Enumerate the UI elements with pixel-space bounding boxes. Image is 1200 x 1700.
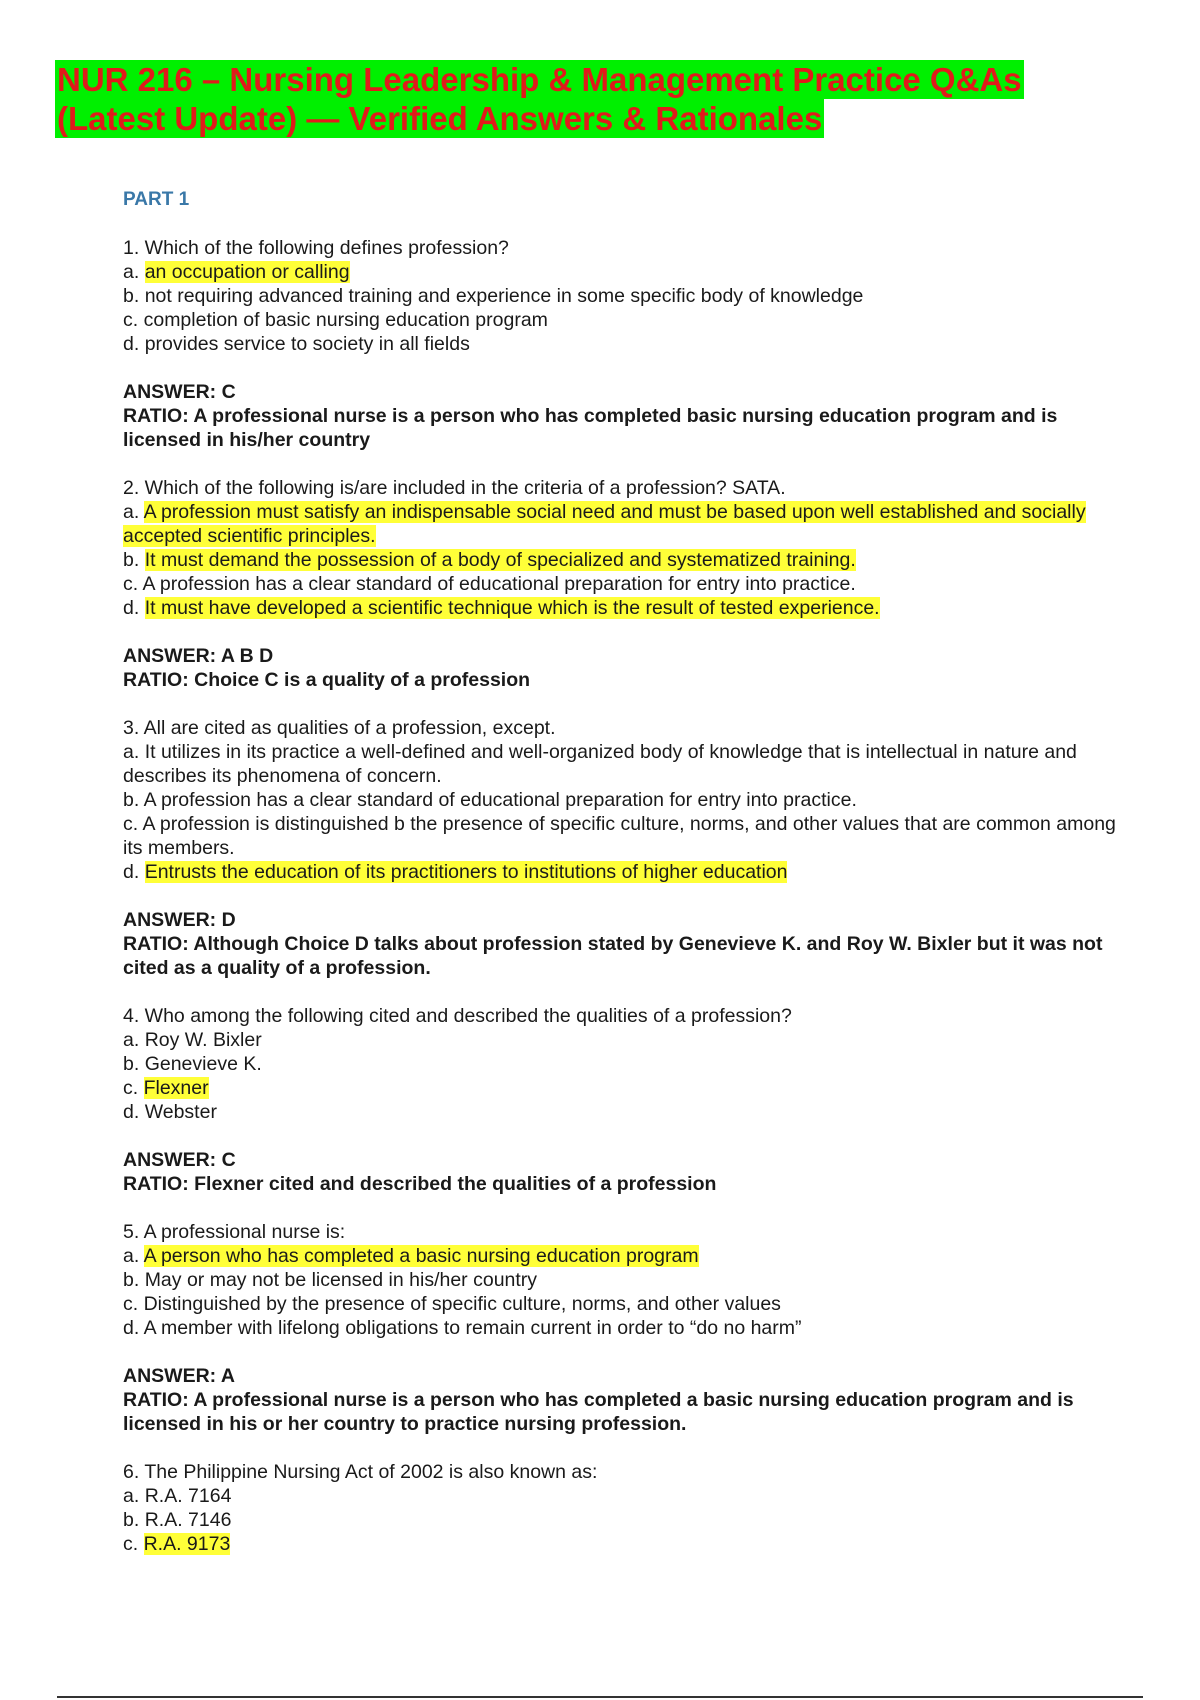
option-letter: b. (123, 1053, 140, 1075)
option-text: A profession is distinguished b the presence of specific culture, norms, and other values that are common among its members. (123, 813, 1116, 859)
option-letter: c. (123, 573, 139, 595)
options-list (123, 1244, 1123, 1340)
option-text: Roy W. Bixler (144, 1029, 262, 1051)
title-line-1: NUR 216 – Nursing Leadership & Management Practice Q&As (57, 61, 1022, 98)
question-text: 6. The Philippine Nursing Act of 2002 is also known as: (123, 1461, 598, 1483)
rationale: RATIO: Flexner cited and described the qualities of a profession (123, 1173, 717, 1195)
answer-block (123, 1148, 1123, 1196)
option-text: A profession has a clear standard of educational preparation for entry into practice. (143, 789, 857, 811)
option-letter: c. (123, 1077, 139, 1099)
option-letter: d. (123, 1101, 140, 1123)
answer-option (123, 1268, 1123, 1292)
option-text: Genevieve K. (144, 1053, 262, 1075)
answer-option (123, 1484, 1123, 1508)
question-text: 4. Who among the following cited and described the qualities of a profession? (123, 1005, 792, 1027)
option-text-correct: an occupation or calling (144, 261, 350, 283)
option-text-correct: A profession must satisfy an indispensable social need and must be based upon well established and socially accepted scientific principles. (123, 501, 1086, 547)
option-letter: d. (123, 333, 140, 355)
option-letter: a. (123, 501, 140, 523)
option-letter: b. (123, 549, 140, 571)
page-title (55, 60, 1095, 138)
option-letter: d. (123, 597, 140, 619)
option-letter: b. (123, 1509, 140, 1531)
answer-option (123, 500, 1123, 548)
option-text: R.A. 7164 (144, 1485, 232, 1507)
answer-option (123, 572, 1123, 596)
option-letter: b. (123, 285, 140, 307)
answer-option (123, 1100, 1123, 1124)
answer-option (123, 260, 1123, 284)
question-5 (123, 1220, 1123, 1340)
question-1 (123, 236, 1123, 356)
option-text-correct: R.A. 9173 (143, 1533, 231, 1555)
answer-option (123, 596, 1123, 620)
option-text: It utilizes in its practice a well-defined and well-organized body of knowledge that is intellectual in nature and describes its phenomena of concern. (123, 741, 1077, 787)
answer-option (123, 812, 1123, 860)
answer-block (123, 644, 1123, 692)
answer-option (123, 284, 1123, 308)
option-letter: c. (123, 1533, 139, 1555)
question-text: 3. All are cited as qualities of a profession, except. (123, 717, 556, 739)
answer-option (123, 548, 1123, 572)
option-text: not requiring advanced training and experience in some specific body of knowledge (144, 285, 864, 307)
option-letter: b. (123, 789, 140, 811)
options-list (123, 740, 1123, 884)
option-letter: c. (123, 1293, 139, 1315)
answer-key: ANSWER: D (123, 909, 236, 931)
option-letter: a. (123, 1245, 140, 1267)
answer-key: ANSWER: C (123, 1149, 236, 1171)
option-letter: c. (123, 813, 139, 835)
answer-option (123, 1028, 1123, 1052)
rationale: RATIO: A professional nurse is a person who has completed basic nursing education program and is licensed in his/her country (123, 405, 1058, 451)
answer-option (123, 1244, 1123, 1268)
options-list (123, 500, 1123, 620)
answer-option (123, 860, 1123, 884)
option-text: R.A. 7146 (144, 1509, 232, 1531)
answer-option (123, 1052, 1123, 1076)
question-4 (123, 1004, 1123, 1124)
answer-block (123, 908, 1123, 980)
option-text: Webster (144, 1101, 217, 1123)
title-line-2: (Latest Update) — Verified Answers & Rationales (57, 100, 823, 137)
question-6 (123, 1460, 1123, 1556)
part-heading: PART 1 (123, 189, 190, 210)
question-text: 2. Which of the following is/are included in the criteria of a profession? SATA. (123, 477, 786, 499)
answer-option (123, 740, 1123, 788)
option-text: A profession has a clear standard of educational preparation for entry into practice. (142, 573, 856, 595)
answer-option (123, 1532, 1123, 1556)
option-text: completion of basic nursing education program (143, 309, 548, 331)
question-3 (123, 716, 1123, 884)
rationale: RATIO: Choice C is a quality of a profession (123, 669, 531, 691)
qa-content (123, 236, 1123, 1580)
footer-rule (57, 1696, 1143, 1698)
answer-option (123, 332, 1123, 356)
rationale: RATIO: A professional nurse is a person who has completed a basic nursing education program and is licensed in his or her country to practice nursing profession. (123, 1389, 1074, 1435)
option-text-correct: It must demand the possession of a body of specialized and systematized training. (144, 549, 856, 571)
option-letter: a. (123, 1029, 140, 1051)
option-letter: d. (123, 1317, 140, 1339)
option-text-correct: It must have developed a scientific technique which is the result of tested experience. (144, 597, 880, 619)
option-text-correct: A person who has completed a basic nursing education program (143, 1245, 699, 1267)
answer-option (123, 1292, 1123, 1316)
option-letter: a. (123, 1485, 140, 1507)
option-letter: b. (123, 1269, 140, 1291)
answer-key: ANSWER: C (123, 381, 236, 403)
options-list (123, 260, 1123, 356)
option-text: A member with lifelong obligations to remain current in order to “do no harm” (143, 1317, 802, 1339)
option-text: May or may not be licensed in his/her country (144, 1269, 538, 1291)
option-text-correct: Flexner (143, 1077, 209, 1099)
option-text: provides service to society in all fields (144, 333, 470, 355)
option-text-correct: Entrusts the education of its practitioners to institutions of higher education (144, 861, 788, 883)
answer-option (123, 788, 1123, 812)
question-text: 1. Which of the following defines profession? (123, 237, 509, 259)
answer-key: ANSWER: A B D (123, 645, 274, 667)
answer-block (123, 380, 1123, 452)
option-letter: a. (123, 261, 140, 283)
answer-option (123, 1316, 1123, 1340)
answer-key: ANSWER: A (123, 1365, 235, 1387)
rationale: RATIO: Although Choice D talks about profession stated by Genevieve K. and Roy W. Bixler but it was not cited as a quality of a profession. (123, 933, 1103, 979)
options-list (123, 1484, 1123, 1556)
answer-option (123, 1076, 1123, 1100)
answer-block (123, 1364, 1123, 1436)
option-text: Distinguished by the presence of specific culture, norms, and other values (143, 1293, 781, 1315)
option-letter: c. (123, 309, 139, 331)
option-letter: a. (123, 741, 140, 763)
option-letter: d. (123, 861, 140, 883)
question-2 (123, 476, 1123, 620)
options-list (123, 1028, 1123, 1124)
question-text: 5. A professional nurse is: (123, 1221, 346, 1243)
answer-option (123, 1508, 1123, 1532)
answer-option (123, 308, 1123, 332)
